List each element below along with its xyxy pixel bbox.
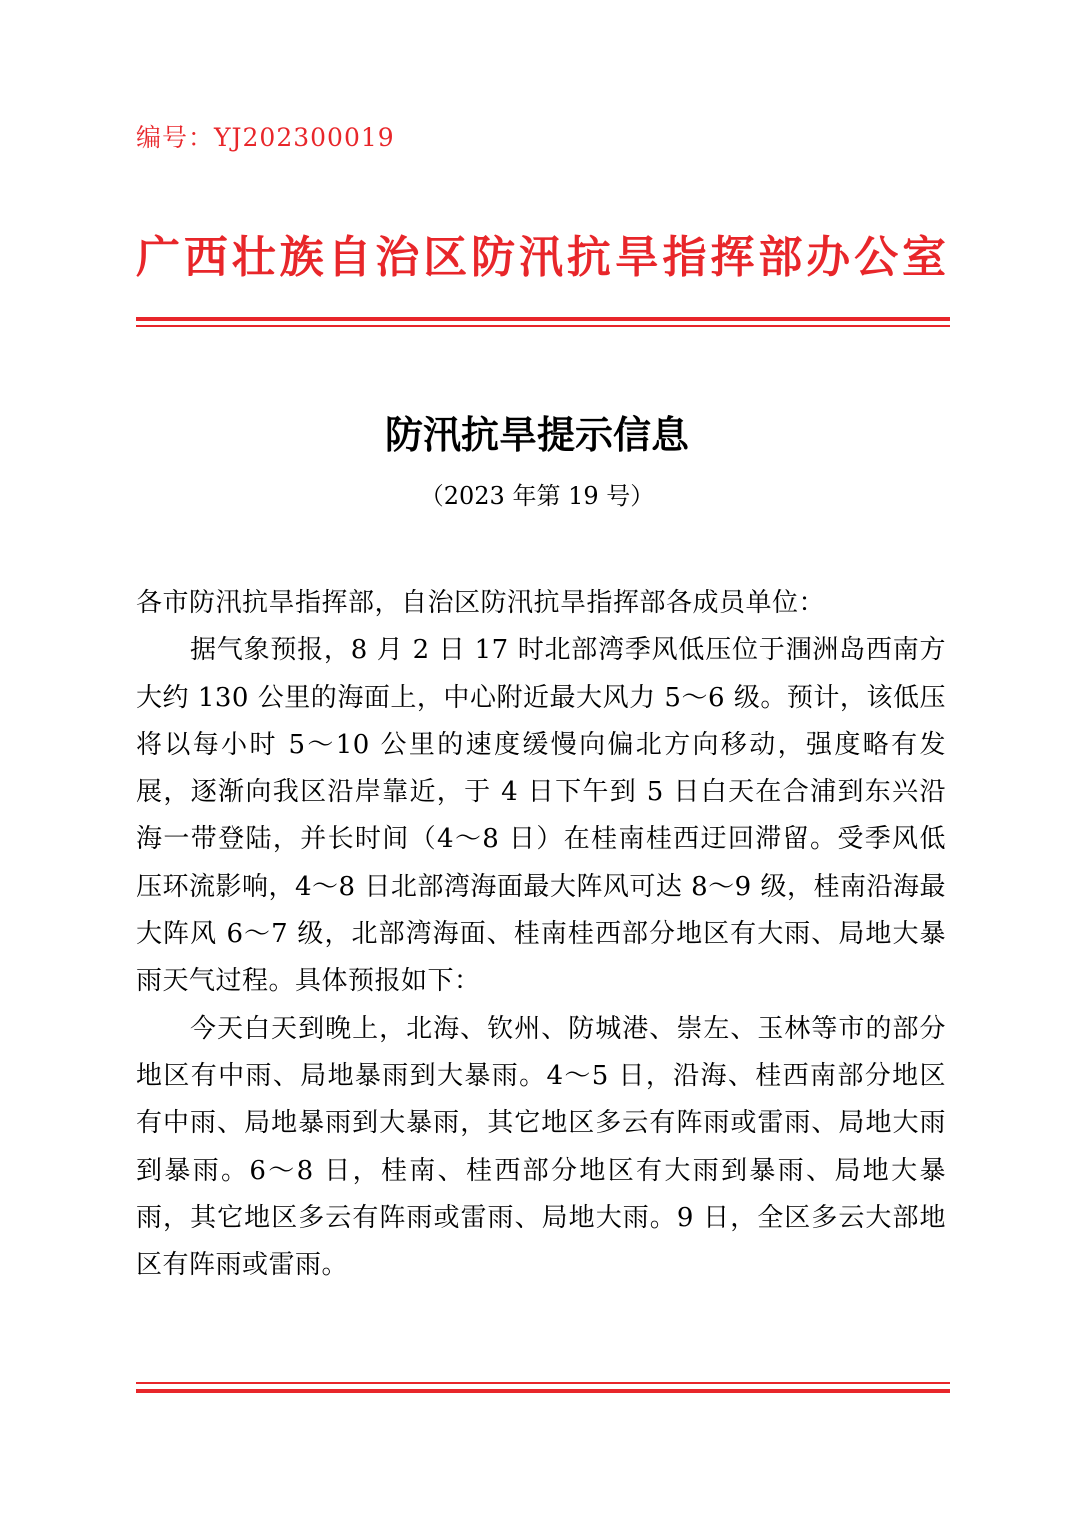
header-divider-thin bbox=[136, 325, 950, 327]
body-paragraph: 今天白天到晚上，北海、钦州、防城港、崇左、玉林等市的部分地区有中雨、局地暴雨到大暴雨。4～5 日，沿海、桂西南部分地区有中雨、局地暴雨到大暴雨，其它地区多云有阵雨或雷雨、局地大雨到暴雨。6～8 日，桂南、桂西部分地区有大雨到暴雨、局地大暴雨，其它地区多云有阵雨或雷雨、局地大雨。9 日，全区多云大部地区有阵雨或雷雨。 bbox=[136, 1013, 946, 1281]
header-divider-thick bbox=[136, 317, 950, 321]
body-paragraph: 据气象预报，8 月 2 日 17 时北部湾季风低压位于涠洲岛西南方大约 130 公里的海面上，中心附近最大风力 5～6 级。预计，该低压将以每小时 5～10 公里的速度缓慢向偏北方向移动，强度略有发展，逐渐向我区沿岸靠近，于 4 日下午到 5 日白天在合浦到东兴沿海一带登陆，并长时间（4～8 日）在桂南桂西迂回滞留。受季风低压环流影响，4～8 日北部湾海面最大阵风可达 8～9 级，桂南沿海最大阵风 6～7 级，北部湾海面、桂南桂西部分地区有大雨、局地大暴雨天气过程。具体预报如下： bbox=[136, 635, 946, 997]
document-issue-number: （2023 年第 19 号） bbox=[419, 482, 655, 510]
footer-divider-thin bbox=[136, 1382, 950, 1384]
salutation: 各市防汛抗旱指挥部，自治区防汛抗旱指挥部各成员单位： bbox=[136, 588, 826, 618]
issuer-header: 广西壮族自治区防汛抗旱指挥部办公室 bbox=[136, 232, 946, 283]
document-number: 编号：YJ202300019 bbox=[136, 123, 395, 152]
document-body bbox=[136, 580, 946, 1289]
footer-divider-thick bbox=[136, 1389, 950, 1393]
document-title: 防汛抗旱提示信息 bbox=[384, 412, 689, 457]
